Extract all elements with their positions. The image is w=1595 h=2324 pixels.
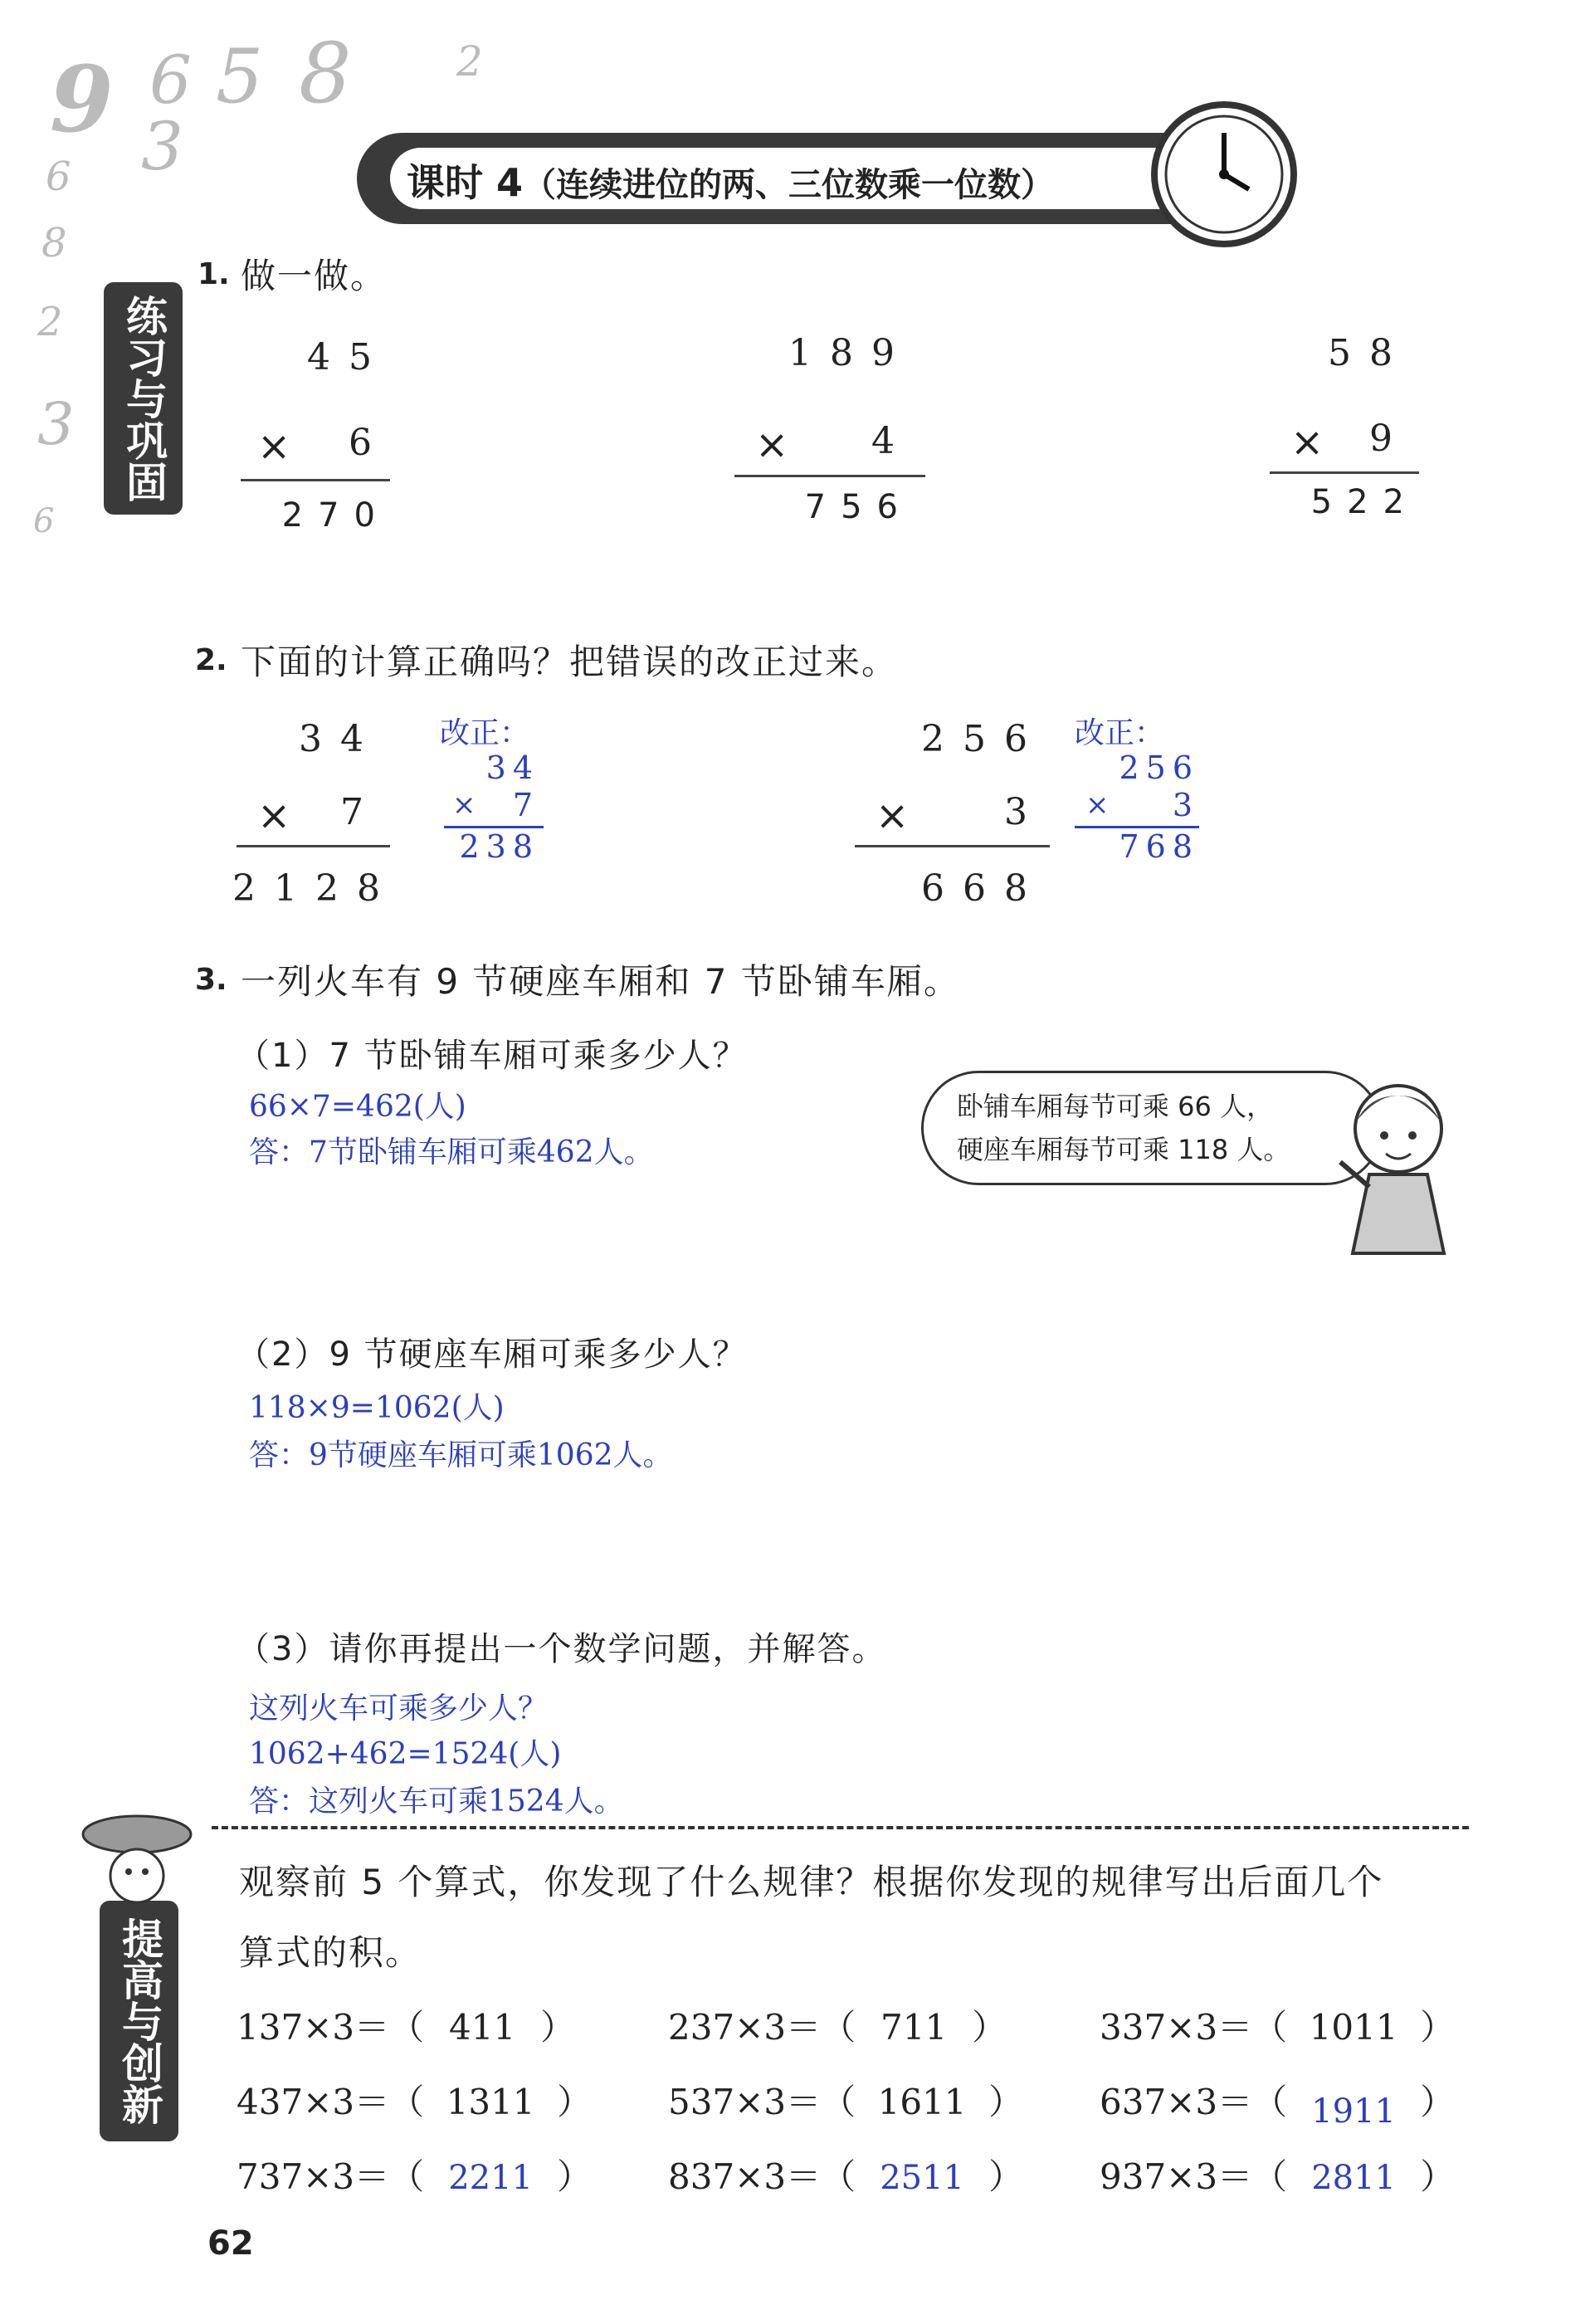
multiplicand: 45 (307, 336, 390, 378)
q3-part2-label: （2）9 节硬座车厢可乘多少人？ (237, 1335, 748, 1374)
times-sign: × (257, 423, 291, 470)
expr: 637×3＝（ (1100, 2082, 1288, 2122)
advance-section-label: 提高与创新 (100, 1901, 178, 2141)
advance-text-line1: 观察前 5 个算式，你发现了什么规律？根据你发现的规律写出后面几个 (239, 1862, 1384, 1902)
close-paren: ） (1420, 2156, 1456, 2197)
value: 2211 (448, 2159, 533, 2197)
value: 1011 (1309, 2007, 1398, 2048)
decor-digit: 3 (141, 108, 183, 185)
value: 2811 (1311, 2159, 1396, 2197)
decor-digit: 6 (33, 502, 55, 540)
value: 1611 (877, 2082, 967, 2122)
lesson-label: 课时 (407, 160, 483, 205)
close-paren: ） (1420, 2007, 1456, 2048)
decor-digit: 2 (37, 299, 63, 345)
close-paren: ） (988, 2156, 1024, 2197)
expr: 437×3＝（ (237, 2082, 425, 2122)
q2-number: 2. (195, 643, 227, 677)
pattern-item (668, 2075, 1023, 2125)
fix-multiplicand: 34 (485, 749, 539, 786)
q2-text: 下面的计算正确吗？把错误的改正过来。 (241, 642, 899, 682)
close-paren: ） (972, 2007, 1007, 2048)
expr: 137×3＝（ (237, 2007, 425, 2048)
value: 711 (880, 2007, 948, 2048)
expr: 237×3＝（ (668, 2007, 856, 2048)
multiplicand: 34 (299, 718, 382, 760)
times-sign: × (876, 793, 910, 839)
dog-illustration (79, 1809, 195, 1909)
q3-part1-label: （1）7 节卧铺车厢可乘多少人？ (237, 1037, 748, 1075)
q1-number: 1. (198, 257, 230, 291)
page-number: 62 (207, 2224, 254, 2263)
fix-times-sign: × (452, 788, 476, 822)
underline (734, 475, 925, 477)
q1-text: 做一做。 (241, 256, 388, 296)
pattern-item (668, 2000, 1007, 2050)
close-paren: ） (1420, 2082, 1456, 2122)
close-paren: ） (557, 2082, 593, 2122)
value: 411 (449, 2007, 516, 2048)
times-sign: × (1290, 419, 1324, 466)
decor-digit: 6 (46, 154, 71, 200)
pattern-item (1100, 2150, 1455, 2200)
value: 1311 (446, 2082, 535, 2122)
expr: 737×3＝（ (237, 2156, 425, 2197)
decor-digit: 3 (37, 390, 75, 458)
q3-part3-line3: 答：这列火车可乘1524人。 (249, 1784, 624, 1819)
fix-times-sign: × (1085, 788, 1110, 822)
q3-text: 一列火车有 9 节硬座车厢和 7 节卧铺车厢。 (241, 961, 960, 1002)
product: 270 (281, 496, 390, 535)
product: 522 (1310, 483, 1419, 521)
q3-part1-line2: 答：7节卧铺车厢可乘462人。 (249, 1135, 654, 1169)
q3-number: 3. (195, 963, 227, 997)
close-paren: ） (557, 2156, 593, 2197)
decor-digit: 8 (41, 220, 67, 266)
decor-digit: 9 (50, 46, 114, 153)
times-sign: × (257, 793, 291, 839)
q3-part3-line1: 这列火车可乘多少人？ (249, 1692, 549, 1726)
multiplicand: 256 (921, 718, 1046, 760)
multiplicand: 58 (1328, 332, 1411, 374)
value: 2511 (880, 2159, 964, 2197)
expr: 337×3＝（ (1100, 2007, 1288, 2048)
pattern-item (237, 2000, 575, 2050)
multiplier: 9 (1369, 417, 1411, 460)
speech-bubble (921, 1071, 1383, 1185)
value: 1911 (1311, 2092, 1396, 2131)
fix-multiplier: 3 (1172, 787, 1199, 823)
q3-part3-line2: 1062+462=1524(人) (249, 1737, 562, 1771)
close-paren: ） (540, 2007, 576, 2048)
underline (241, 479, 390, 481)
q3-part3-label: （3）请你再提出一个数学问题，并解答。 (237, 1630, 887, 1668)
lesson-header (357, 133, 1187, 224)
fix-multiplicand: 256 (1119, 749, 1199, 786)
times-sign: × (755, 422, 789, 468)
lesson-number: 4 (496, 160, 524, 205)
underline (855, 845, 1050, 847)
multiplier: 7 (340, 791, 382, 833)
lesson-subtitle: （连续进位的两、三位数乘一位数） (523, 166, 1055, 204)
pattern-item (668, 2150, 1023, 2200)
q3-part1-line1: 66×7=462(人) (249, 1090, 466, 1124)
decor-digit: 2 (456, 37, 483, 85)
product: 756 (804, 488, 913, 526)
decor-digit: 5 (216, 33, 264, 120)
decor-digit: 6 (149, 42, 192, 119)
fix-product: 768 (1119, 828, 1199, 865)
practice-section-label: 练习与巩固 (104, 282, 183, 515)
expr: 537×3＝（ (668, 2082, 856, 2122)
girl-illustration (1336, 1071, 1461, 1278)
expr: 837×3＝（ (668, 2156, 856, 2197)
fix-multiplier: 7 (512, 787, 539, 823)
pattern-item (1100, 2075, 1456, 2131)
q3-part2-line1: 118×9=1062(人) (249, 1391, 505, 1425)
close-paren: ） (988, 2082, 1024, 2122)
pattern-item (237, 2075, 592, 2125)
underline (237, 845, 390, 847)
q3-part2-line2: 答：9节硬座车厢可乘1062人。 (249, 1438, 673, 1472)
pattern-item (237, 2150, 592, 2200)
wrong-product: 2128 (232, 867, 398, 910)
multiplier: 4 (871, 420, 913, 462)
fix-label: 改正： (1075, 716, 1165, 750)
advance-text-line2: 算式的积。 (239, 1932, 422, 1973)
bubble-line: 硬座车厢每节可乘 118 人。 (957, 1134, 1290, 1165)
lesson-title (407, 153, 1054, 208)
expr: 937×3＝（ (1100, 2156, 1288, 2197)
fix-product: 238 (459, 828, 539, 865)
fix-label: 改正： (440, 716, 530, 750)
multiplicand: 189 (788, 332, 913, 374)
wrong-product: 668 (921, 867, 1046, 910)
decor-digit: 8 (299, 25, 352, 122)
underline (1270, 471, 1419, 474)
pattern-item (1100, 2000, 1455, 2050)
section-divider (212, 1826, 1469, 1829)
bubble-line: 卧铺车厢每节可乘 66 人， (957, 1091, 1274, 1122)
clock-icon (1149, 100, 1299, 249)
multiplier: 6 (349, 422, 390, 464)
multiplier: 3 (1004, 791, 1046, 833)
